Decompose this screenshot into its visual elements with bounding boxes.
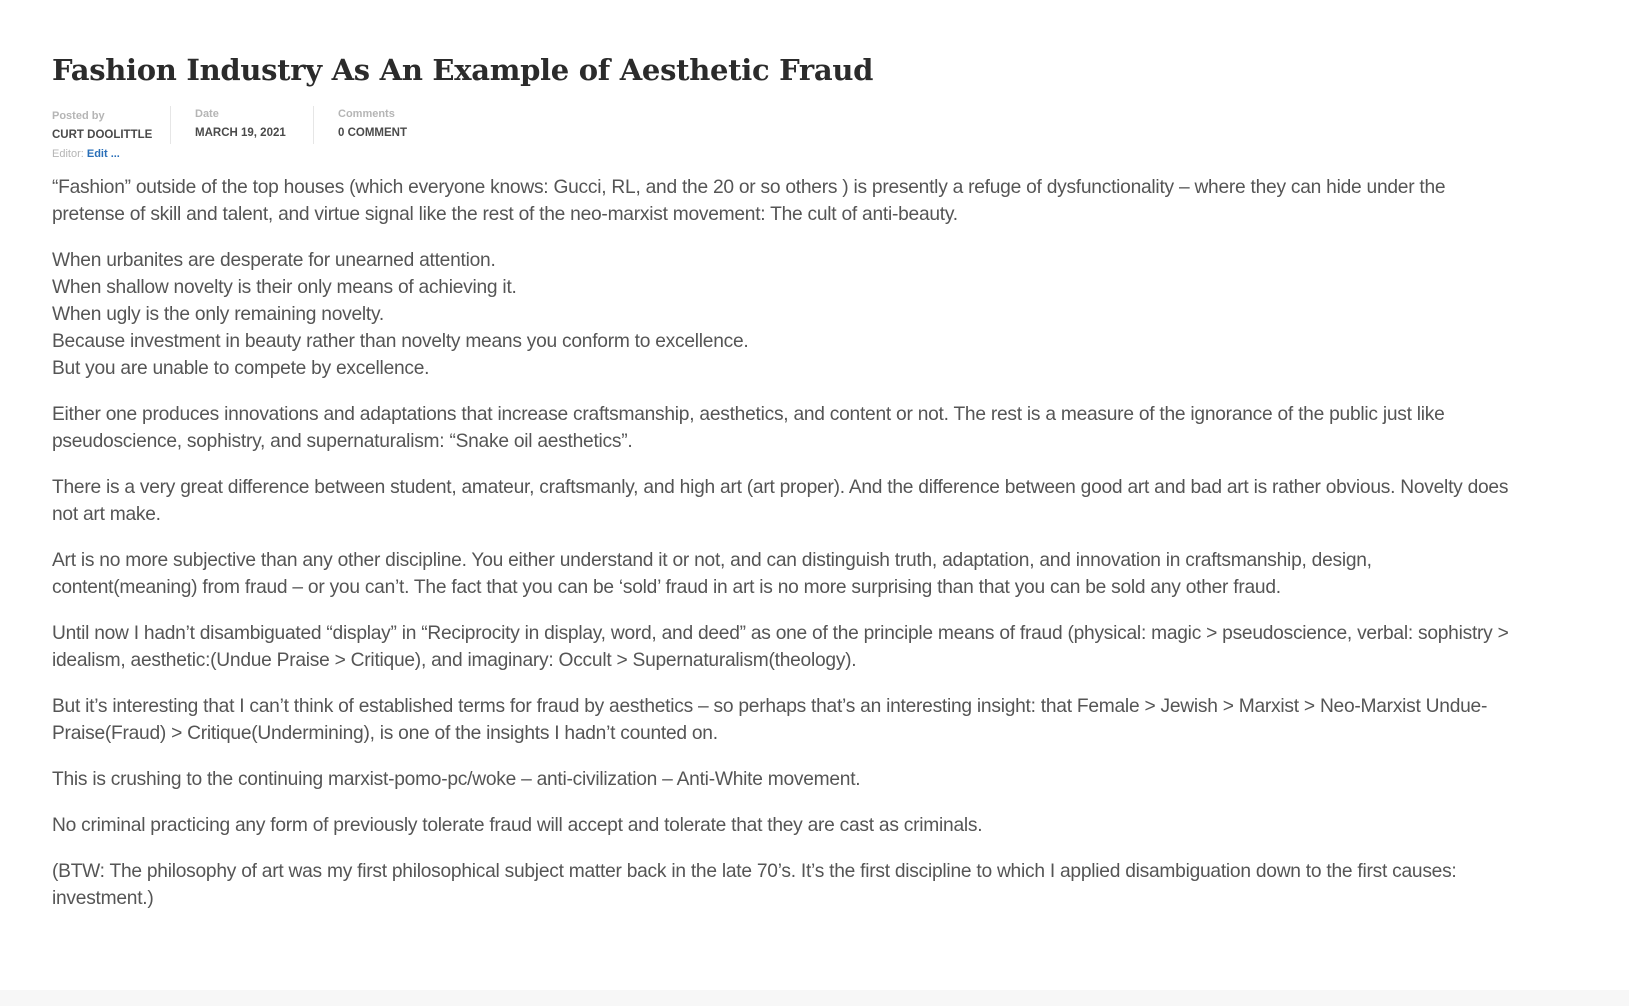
article-body: [52, 174, 1512, 912]
paragraph: No criminal practicing any form of previously tolerate fraud will accept and tolerate that they are cast as criminals.: [52, 815, 983, 836]
page-footer-strip: [0, 990, 1629, 1006]
line: When urbanites are desperate for unearned attention.: [52, 250, 496, 271]
article-title: Fashion Industry As An Example of Aesthetic Fraud: [52, 53, 874, 87]
date-label: Date: [195, 108, 219, 120]
posted-by-label: Posted by: [52, 110, 105, 122]
comments-count[interactable]: 0 COMMENT: [338, 127, 407, 139]
line: When shallow novelty is their only means of achieving it.: [52, 277, 517, 298]
article: [52, 48, 1512, 931]
meta-author: [52, 106, 170, 163]
post-date: MARCH 19, 2021: [195, 127, 286, 139]
meta-date: [171, 106, 313, 142]
author-name[interactable]: CURT DOOLITTLE: [52, 129, 153, 141]
paragraph: Until now I hadn’t disambiguated “display” in “Reciprocity in display, word, and deed” as one of the principle means of fraud (physical: magic > pseudoscience, verbal: sophistry > idealism, aesthetic:(Undue Praise > Critique), and imaginary: Occult > Supernaturalism(theology).: [52, 623, 1509, 671]
paragraph: “Fashion” outside of the top houses (which everyone knows: Gucci, RL, and the 20 or so others ) is presently a refuge of dysfunctionality – where they can hide under the pretense of skill and talent, and virtue signal like the rest of the neo-marxist movement: The cult of anti-beauty.: [52, 177, 1446, 225]
paragraph: There is a very great difference between student, amateur, craftsmanly, and high art (art proper). And the difference between good art and bad art is rather obvious. Novelty does not art make.: [52, 477, 1509, 525]
paragraph-lines: [52, 247, 1512, 382]
line: But you are unable to compete by excellence.: [52, 358, 430, 379]
paragraph: But it’s interesting that I can’t think of established terms for fraud by aesthetics – so perhaps that’s an interesting insight: that Female > Jewish > Marxist > Neo-Marxist Undue-Praise(Fraud) > Critique(Undermining), is one of the insights I hadn’t counted on.: [52, 696, 1488, 744]
post-meta: [52, 106, 1512, 162]
editor-label: Editor:: [52, 148, 84, 160]
meta-comments: [314, 106, 407, 142]
paragraph: (BTW: The philosophy of art was my first philosophical subject matter back in the late 70’s. It’s the first discipline to which I applied disambiguation down to the first causes: investment.): [52, 861, 1457, 909]
comments-label: Comments: [338, 108, 395, 120]
line: Because investment in beauty rather than novelty means you conform to excellence.: [52, 331, 749, 352]
edit-link[interactable]: Edit ...: [86, 148, 120, 160]
line: When ugly is the only remaining novelty.: [52, 304, 384, 325]
paragraph: Art is no more subjective than any other discipline. You either understand it or not, and can distinguish truth, adaptation, and innovation in craftsmanship, design, content(meaning) from fraud – or you can’t. The fact that you can be ‘sold’ fraud in art is no more surprising than that you can be sold any other fraud.: [52, 550, 1372, 598]
paragraph: Either one produces innovations and adaptations that increase craftsmanship, aesthetics, and content or not. The rest is a measure of the ignorance of the public just like pseudoscience, sophistry, and supernaturalism: “Snake oil aesthetics”.: [52, 404, 1445, 452]
editor-line: [52, 145, 170, 163]
paragraph: This is crushing to the continuing marxist-pomo-pc/woke – anti-civilization – Anti-White movement.: [52, 769, 861, 790]
